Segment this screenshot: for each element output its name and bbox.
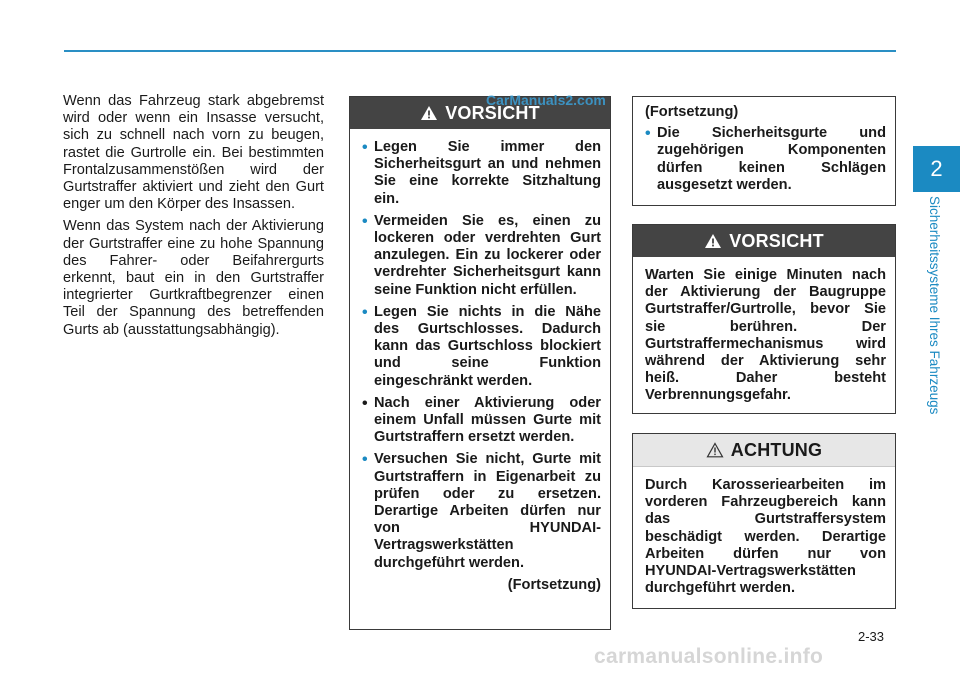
list-item: • Nach einer Aktivierung oder einem Unfall müssen Gurte mit Gurtstraffern ersetzt werden.	[362, 394, 601, 446]
watermark-top: CarManuals2.com	[486, 92, 606, 108]
caution-text: Warten Sie einige Minuten nach der Aktivierung der Baugruppe Gurtstraffer/Gurtrolle, bevor Sie sie berühren. Der Gurtstraffermechanismus wird während der Aktivierung sehr heiß. Daher besteht Verbrennungsgefahr.	[645, 267, 886, 404]
caution-header	[633, 225, 895, 257]
caution-header-label: VORSICHT	[729, 230, 824, 251]
caution-header-label: VORSICHT	[445, 102, 540, 123]
chapter-number: 2	[930, 156, 943, 181]
list-item: • Die Sicherheitsgurte und zugehörigen Komponenten dürfen keinen Schlägen ausgesetzt werden.	[645, 125, 886, 193]
continuation-heading: (Fortsetzung)	[645, 104, 739, 120]
top-rule	[64, 50, 896, 52]
paragraph: Wenn das Fahrzeug stark abgebremst wird oder wenn ein Insasse versucht, sich zu schnell nach vorn zu beugen, rastet die Gurtrolle ein. Bei bestimmten Frontalzusammenstößen wird der Gurtstraffer aktiviert und zieht den Gurt enger um den Körper des Insassen.	[63, 93, 324, 213]
continuation-body	[633, 97, 895, 207]
main-text	[63, 93, 324, 344]
notice-header-label: ACHTUNG	[730, 439, 823, 460]
continuation-box	[632, 96, 896, 206]
warning-icon	[706, 442, 724, 458]
warning-icon	[704, 233, 722, 249]
warning-icon	[420, 105, 438, 121]
list-item: • Vermeiden Sie es, einen zu lockeren oder verdrehten Gurt anzulegen. Ein zu lockerer oder verdrehter Sicherheitsgurt kann seine Funktion nicht erfüllen.	[362, 212, 601, 298]
chapter-tab	[913, 146, 960, 192]
notice-header	[633, 434, 895, 467]
notice-body	[633, 467, 895, 605]
caution-body	[633, 257, 895, 413]
list-item: • Versuchen Sie nicht, Gurte mit Gurtstraffern in Eigenarbeit zu prüfen oder zu ersetzen. Derartige Arbeiten dürfen nur von HYUNDAI-Vertragswerkstätten durchgeführt werden.	[362, 451, 601, 571]
caution-box-1	[349, 96, 611, 630]
notice-box	[632, 433, 896, 609]
caution-box-2	[632, 224, 896, 414]
notice-text: Durch Karosseriearbeiten im vorderen Fahrzeugbereich kann das Gurtstraffersystem beschädigt werden. Derartige Arbeiten dürfen nur von HYUNDAI-Vertragswerkstätten durchgeführt werden.	[645, 477, 886, 597]
paragraph: Wenn das System nach der Aktivierung der Gurtstraffer eine zu hohe Spannung des Fahrer- oder Beifahrergurts erkennt, baut ein in den Gurtstraffer integrierter Gurtkraftbegrenzer einen Teil der Spannung des betreffenden Gurts ab (ausstattungsabhängig).	[63, 218, 324, 338]
page-number: 2-33	[858, 629, 885, 644]
list-item: • Legen Sie immer den Sicherheitsgurt an und nehmen Sie eine korrekte Sitzhaltung ein.	[362, 139, 601, 207]
chapter-title: Sicherheitssysteme Ihres Fahrzeugs	[927, 196, 942, 415]
caution-body	[350, 129, 610, 602]
list-item: • Legen Sie nichts in die Nähe des Gurtschlosses. Dadurch kann das Gurtschloss blockiert und seine Funktion eingeschränkt werden.	[362, 303, 601, 389]
continued-label: (Fortsetzung)	[507, 576, 601, 593]
watermark-footer: carmanualsonline.info	[594, 645, 824, 668]
